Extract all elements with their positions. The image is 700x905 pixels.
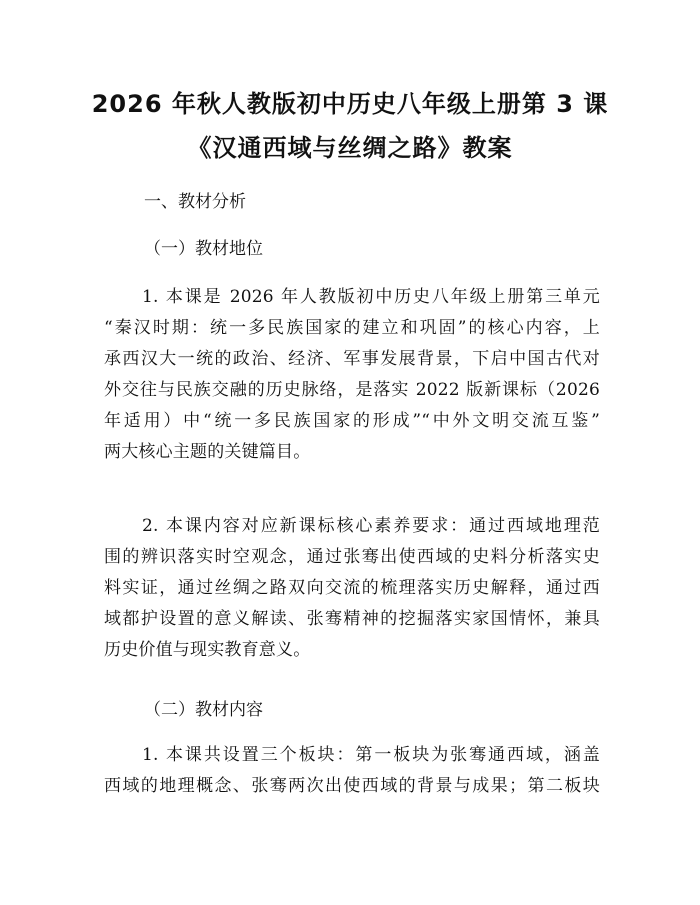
document-title-line-1: 2026 年秋人教版初中历史八年级上册第 3 课 <box>91 90 609 118</box>
paragraph-line: 围的辨识落实时空观念，通过张骞出使西域的史料分析落实史 <box>104 547 600 567</box>
paragraph-line: 料实证，通过丝绸之路双向交流的梳理落实历史解释，通过西 <box>104 578 600 598</box>
paragraph-line: 2. 本课内容对应新课标核心素养要求：通过西域地理范 <box>142 516 600 536</box>
paragraph-textbook-status-2 <box>104 511 600 666</box>
paragraph-line: 两大核心主题的关键篇目。 <box>104 442 311 462</box>
document-title-line-2: 《汉通西域与丝绸之路》教案 <box>187 134 513 162</box>
paragraph-line: 1. 本课共设置三个板块：第一板块为张骞通西域，涵盖 <box>142 745 600 765</box>
paragraph-textbook-status-1 <box>104 282 600 468</box>
paragraph-line: 历史价值与现实教育意义。 <box>104 640 311 660</box>
paragraph-line: 年适用）中“统一多民族国家的形成”“中外文明交流互鉴” <box>104 411 600 431</box>
paragraph-line: 1. 本课是 2026 年人教版初中历史八年级上册第三单元 <box>142 287 600 307</box>
paragraph-line: “秦汉时期：统一多民族国家的建立和巩固”的核心内容，上 <box>104 318 600 338</box>
section-heading-textbook-analysis: 一、教材分析 <box>144 192 246 212</box>
paragraph-line: 承西汉大一统的政治、经济、军事发展背景，下启中国古代对 <box>104 349 600 369</box>
paragraph-line: 域都护设置的意义解读、张骞精神的挖掘落实家国情怀，兼具 <box>104 609 600 629</box>
paragraph-line: 西域的地理概念、张骞两次出使西域的背景与成果；第二板块 <box>104 776 600 796</box>
paragraph-line: 外交往与民族交融的历史脉络，是落实 2022 版新课标（2026 <box>104 380 600 400</box>
subsection-heading-textbook-content: （二）教材内容 <box>144 700 263 720</box>
subsection-heading-textbook-status: （一）教材地位 <box>144 239 263 259</box>
paragraph-textbook-content-1 <box>104 740 600 802</box>
